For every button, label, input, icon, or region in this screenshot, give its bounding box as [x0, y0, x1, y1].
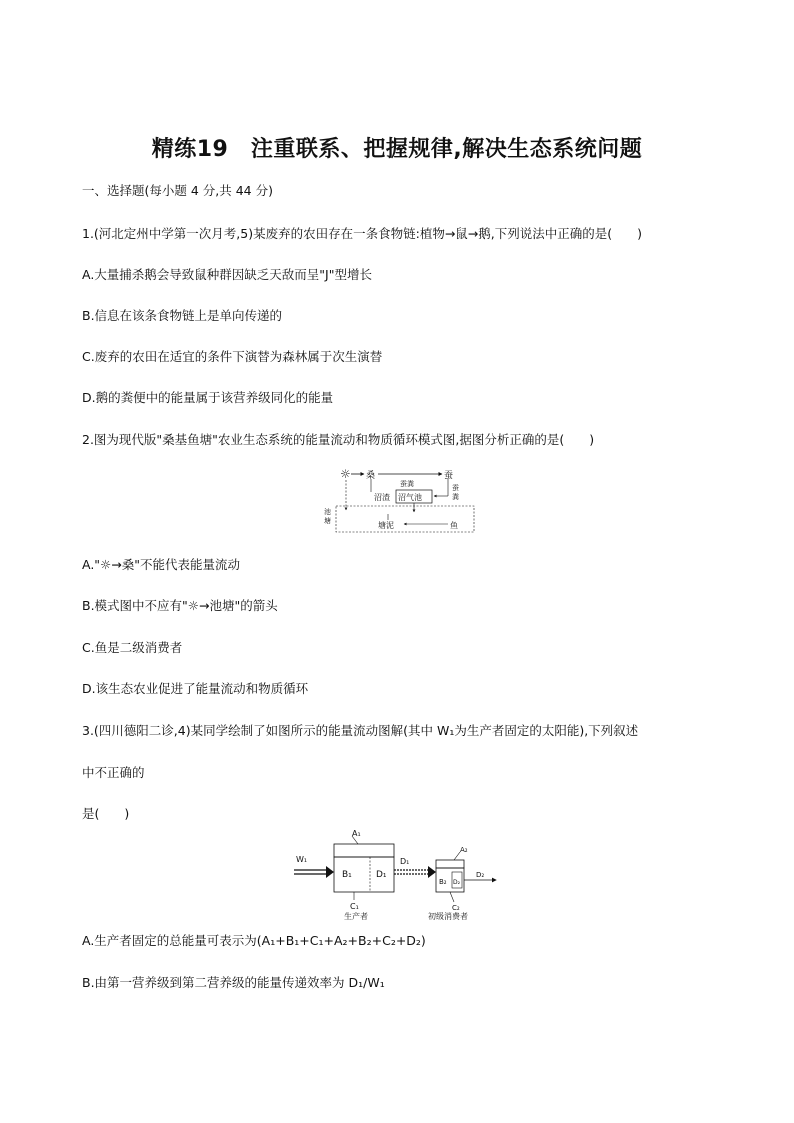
fig2-a2: A₂ — [460, 846, 468, 854]
figure-energy-flow — [290, 830, 510, 922]
q2-option-b: B.模式图中不应有"☼→池塘"的箭头 — [82, 598, 278, 613]
q3-stem-line-1: 3.(四川德阳二诊,4)某同学绘制了如图所示的能量流动图解(其中 W₁为生产者固定的太阳能),下列叙述 — [82, 723, 639, 738]
fig2-c1: C₁ — [350, 902, 359, 911]
q3-stem-line-3: 是( ) — [82, 806, 130, 821]
sun-icon: ☼ — [340, 467, 351, 481]
q2-option-c: C.鱼是二级消费者 — [82, 640, 183, 655]
fig2-w1: W₁ — [296, 855, 308, 864]
q1-stem: 1.(河北定州中学第一次月考,5)某废弃的农田存在一条食物链:植物→鼠→鹅,下列说法中正确的是( ) — [82, 226, 642, 241]
fig1-residue: 沼渣 — [374, 493, 390, 502]
q1-option-b: B.信息在该条食物链上是单向传递的 — [82, 308, 283, 323]
q1-option-a: A.大量捕杀鹅会导致鼠种群因缺乏天敌而呈"J"型增长 — [82, 267, 372, 282]
q2-stem: 2.图为现代版"桑基鱼塘"农业生态系统的能量流动和物质循环模式图,据图分析正确的是( ) — [82, 432, 595, 447]
fig2-d2-out: D₂ — [476, 871, 485, 879]
fig2-b2: B₂ — [439, 878, 447, 886]
fig2-d1-label: D₁ — [400, 857, 410, 866]
fig2-d2-box: D₂ — [453, 879, 461, 886]
q2-option-a: A."☼→桑"不能代表能量流动 — [82, 557, 240, 572]
fig1-pond-mud: 塘泥 — [378, 521, 394, 530]
fig1-mulberry: 桑 — [366, 471, 376, 481]
fig1-pond-2: 塘 — [324, 517, 331, 525]
q3-option-b: B.由第一营养级到第二营养级的能量传递效率为 D₁/W₁ — [82, 975, 385, 990]
fig2-d1-box: D₁ — [376, 870, 387, 880]
fig2-a1: A₁ — [352, 830, 361, 838]
q2-option-d: D.该生态农业促进了能量流动和物质循环 — [82, 681, 309, 696]
fig2-c2: C₂ — [452, 904, 460, 912]
q1-option-d: D.鹅的粪便中的能量属于该营养级同化的能量 — [82, 390, 334, 405]
fig1-pond-1: 池 — [324, 508, 331, 516]
fig1-silkworm-feces-side-2: 粪 — [452, 493, 459, 501]
section-heading: 一、选择题(每小题 4 分,共 44 分) — [82, 183, 273, 198]
fig1-silkworm-feces-side-1: 蚕 — [452, 484, 459, 492]
fig2-producer: 生产者 — [344, 912, 368, 921]
fig1-fish: 鱼 — [450, 521, 458, 530]
fig2-primary-consumer: 初级消费者 — [428, 912, 468, 921]
q3-option-a: A.生产者固定的总能量可表示为(A₁+B₁+C₁+A₂+B₂+C₂+D₂) — [82, 933, 426, 948]
page-title: 精练19 注重联系、把握规律,解决生态系统问题 — [151, 137, 643, 162]
fig1-biogas-pool: 沼气池 — [398, 493, 422, 502]
figure-mulberry-fish-pond — [320, 462, 480, 538]
q3-stem-line-2: 中不正确的 — [82, 765, 145, 780]
fig1-silkworm: 蚕 — [444, 471, 454, 481]
fig2-b1: B₁ — [342, 870, 352, 880]
fig1-silkworm-feces: 蚕粪 — [400, 480, 414, 488]
q1-option-c: C.废弃的农田在适宜的条件下演替为森林属于次生演替 — [82, 349, 383, 364]
